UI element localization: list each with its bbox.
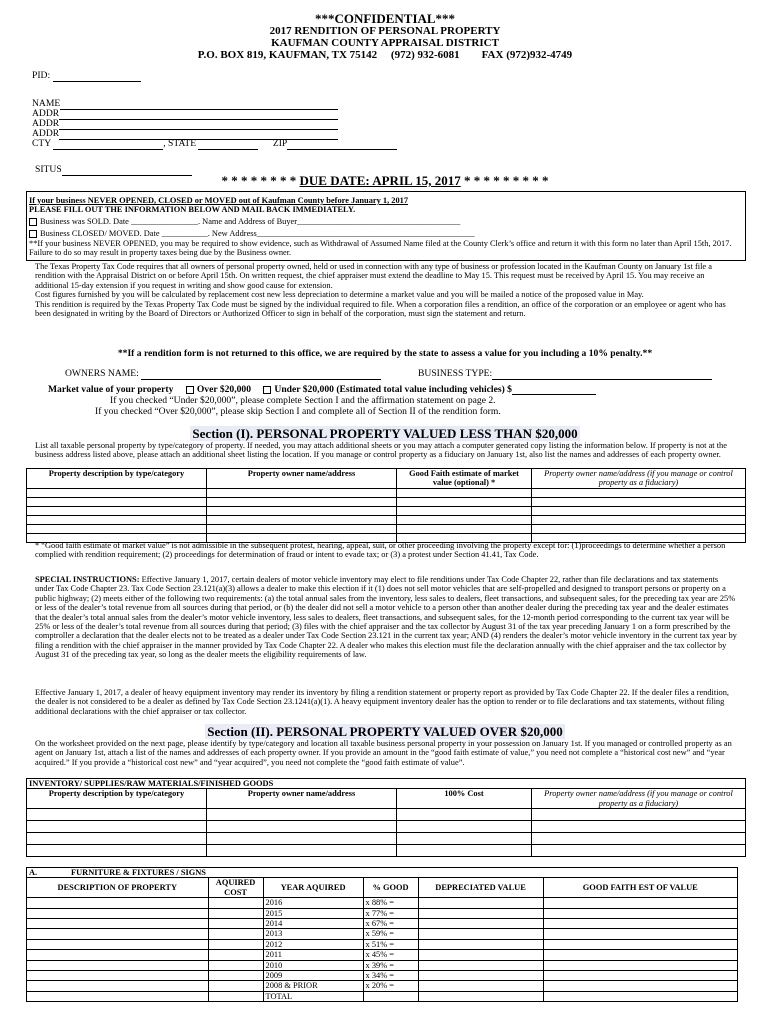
district-name: KAUFMAN COUNTY APPRAISAL DISTRICT (271, 37, 499, 49)
state-label: , STATE (163, 138, 197, 149)
inv-cell[interactable] (207, 845, 397, 857)
ff-goodfaith-cell[interactable] (543, 960, 737, 970)
ff-description-cell[interactable] (27, 991, 209, 1001)
ff-col-year: YEAR AQUIRED (263, 878, 363, 898)
closed-text: Business CLOSED/ MOVED. Date ___________. New Address____________________________________________________ (40, 229, 475, 238)
ff-cost-cell[interactable] (208, 939, 263, 949)
ff-goodfaith-cell[interactable] (543, 971, 737, 981)
s1-cell[interactable] (397, 525, 532, 534)
ff-depreciated-cell[interactable] (418, 898, 543, 908)
intro-paragraph-2: Cost figures furnished by you will be calculated by replacement cost new less depreciation to determine a market value and you will be mailed a notice of the proposed value in May. (35, 290, 644, 300)
ff-description-cell[interactable] (27, 908, 209, 918)
s1-cell[interactable] (27, 489, 207, 498)
ff-cost-cell[interactable] (208, 991, 263, 1001)
inv-cell[interactable] (532, 845, 746, 857)
inv-col-fiduciary: Property owner name/address (if you manage or control property as a fiduciary) (532, 789, 746, 809)
ff-cost-cell[interactable] (208, 919, 263, 929)
closed-row (29, 229, 475, 238)
addr-label: ADDR (32, 118, 60, 129)
s1-col-owner: Property owner name/address (207, 469, 397, 489)
furniture-row (27, 939, 738, 949)
ff-description-cell[interactable] (27, 898, 209, 908)
addr-row-2 (32, 119, 338, 130)
city-state-zip-row (32, 139, 397, 150)
ff-col-description: DESCRIPTION OF PROPERTY (27, 878, 209, 898)
city-label: CTY (32, 138, 51, 149)
ff-goodfaith-cell[interactable] (543, 981, 737, 991)
inv-cell[interactable] (532, 833, 746, 845)
ff-pct-cell: x 67% = (363, 919, 418, 929)
inventory-table (26, 778, 746, 857)
ff-goodfaith-cell[interactable] (543, 939, 737, 949)
furniture-row (27, 981, 738, 991)
form-title: 2017 RENDITION OF PERSONAL PROPERTY (269, 25, 501, 37)
section1-title: Section (I). PERSONAL PROPERTY VALUED LESS THAN $20,000 (192, 426, 578, 441)
over-20000-label: Over $20,000 (196, 384, 252, 395)
ff-cost-cell[interactable] (208, 908, 263, 918)
inv-cell[interactable] (27, 845, 207, 857)
confidential-label: ***CONFIDENTIAL*** (314, 11, 456, 26)
addr-label: ADDR (32, 128, 60, 139)
ff-pct-cell: x 20% = (363, 981, 418, 991)
special-instructions-label: SPECIAL INSTRUCTIONS: (35, 575, 140, 584)
ff-depreciated-cell[interactable] (418, 971, 543, 981)
district-address: P.O. BOX 819, KAUFMAN, TX 75142 (972) 932-6081 FAX (972)932-4749 (197, 49, 573, 61)
furniture-title: FURNITURE & FIXTURES / SIGNS (59, 868, 738, 878)
due-stars-left: * * * * * * * * (221, 173, 300, 188)
ff-cost-cell[interactable] (208, 960, 263, 970)
state-field[interactable] (198, 140, 258, 150)
market-value-row (48, 384, 596, 395)
furniture-row (27, 898, 738, 908)
under-20000-checkbox[interactable] (263, 386, 271, 394)
penalty-notice: **If a rendition form is not returned to this office, we are required by the state to assess a value for you including a 10% penalty.** (117, 348, 653, 359)
city-field[interactable] (53, 140, 163, 150)
furniture-row (27, 919, 738, 929)
ff-cost-cell[interactable] (208, 950, 263, 960)
furniture-row (27, 971, 738, 981)
section1-description: List all taxable personal property by type/category of property. If needed, you may attach additional sheets or you may attach a computer generated copy listing the information below. If property is not at the business address listed above, please attach an additional sheet listing the location. If you manage or control property as a fiduciary on January 1st, also list the names and addresses of each property owner. (35, 441, 727, 460)
ff-goodfaith-cell[interactable] (543, 908, 737, 918)
s1-cell[interactable] (207, 498, 397, 507)
inv-cell[interactable] (397, 809, 532, 821)
furniture-row (27, 960, 738, 970)
furniture-row (27, 929, 738, 939)
goodfaith-footnote: * “Good faith estimate of market value” is not admissible in the subsequent protest, hearing, appeal, suit, or other proceeding involving the property except for: (1)proceedings to determine whether a person complied with rendition requirement; (2) proceedings for determination of fraud or intent to evade tax; or (3) a protest under Section 41.41, Tax Code. (35, 541, 726, 560)
pid-row (32, 71, 141, 82)
ff-pct-cell: x 39% = (363, 960, 418, 970)
s1-col-description: Property description by type/category (27, 469, 207, 489)
s1-cell[interactable] (207, 516, 397, 525)
inv-cell[interactable] (397, 845, 532, 857)
ff-pct-cell: x 59% = (363, 929, 418, 939)
inv-cell[interactable] (207, 809, 397, 821)
under-20000-label: Under $20,000 (Estimated total value including vehicles) $ (274, 384, 512, 395)
inv-cell[interactable] (27, 833, 207, 845)
ff-cost-cell[interactable] (208, 981, 263, 991)
furniture-table (26, 867, 738, 1002)
section2-description: On the worksheet provided on the next page, please identify by type/category and location all taxable business personal property in your possession on January 1st. If you managed or controlled property as an agent on January 1st, attach a list of the names and addresses of each property owner. If you provide an amount in the “good faith estimate of value,” you need not complete a “historical cost new” and “year acquired.” If you provide a “historical cost new” and “year acquired”, you need not complete the “good faith estimate of value”. (35, 739, 732, 767)
ff-depreciated-cell[interactable] (418, 939, 543, 949)
s1-cell[interactable] (397, 507, 532, 516)
intro-paragraph-1: The Texas Property Tax Code requires that all owners of personal property owned, held or used in connection with any type of business or profession located in the Kaufman County on January 1st file a rendition with the Appraisal District on or before April 15th. On written request, the chief appraiser must extend the deadline to May 15. This request must be received by April 15. You may receive an additional 15-day extension if you request in writing and show good cause for extension. (35, 262, 712, 290)
closed-checkbox[interactable] (29, 230, 37, 238)
pid-field[interactable] (53, 72, 141, 82)
ff-year-cell: TOTAL (263, 991, 363, 1001)
inv-col-description: Property description by type/category (27, 789, 207, 809)
ff-goodfaith-cell[interactable] (543, 991, 737, 1001)
s1-cell[interactable] (207, 507, 397, 516)
ff-pct-cell: x 88% = (363, 898, 418, 908)
s1-cell[interactable] (532, 489, 746, 498)
sold-row (29, 217, 460, 226)
ff-col-cost: AQUIRED COST (208, 878, 263, 898)
ff-description-cell[interactable] (27, 960, 209, 970)
s1-cell[interactable] (532, 507, 746, 516)
business-type-field[interactable] (492, 370, 712, 380)
over-20000-checkbox[interactable] (186, 386, 194, 394)
zip-field[interactable] (287, 140, 397, 150)
inv-cell[interactable] (397, 833, 532, 845)
ff-description-cell[interactable] (27, 939, 209, 949)
ff-goodfaith-cell[interactable] (543, 950, 737, 960)
inv-cell[interactable] (532, 821, 746, 833)
ff-pct-cell: x 77% = (363, 908, 418, 918)
ff-year-cell: 2013 (263, 929, 363, 939)
inv-col-owner: Property owner name/address (207, 789, 397, 809)
furniture-row (27, 908, 738, 918)
s1-cell[interactable] (27, 525, 207, 534)
s1-cell[interactable] (27, 516, 207, 525)
ff-year-cell: 2014 (263, 919, 363, 929)
ff-year-cell: 2012 (263, 939, 363, 949)
special-instructions (35, 575, 737, 660)
s1-cell[interactable] (27, 498, 207, 507)
ff-year-cell: 2010 (263, 960, 363, 970)
ff-cost-cell[interactable] (208, 971, 263, 981)
inv-cell[interactable] (27, 821, 207, 833)
furniture-row (27, 950, 738, 960)
special-instructions-text: Effective January 1, 2017, certain dealers of motor vehicle inventory may elect to file renditions under Tax Code Chapter 22, rather than file declarations and tax statements under Tax Code Chapter 23. Tax Code Section 23.121(a)(3) allows a dealer to make this election if it (1) does not sell motor vehicles that are self-propelled and designed to transport persons or property on a public highway; (2) meets either of the following two requirements: (a) the total annual sales from the inventory, less sales to dealers, fleet transactions, and subsequent sales, for the preceding tax year are 25% or less of the dealer’s total revenue from all sources during that period, or (b) the dealer did not sell a motor vehicle to a person other than another dealer during the preceding tax year and the dealer estimates that the dealer’s total annual sales from the dealer’s motor vehicle inventory, less sales to dealers, fleet transactions, and subsequent sales, for the 12-month period corresponding to the current tax year will be 25% or less of the dealer’s total revenue from all sources during that period; (3) files with the chief appraiser and the tax collector by August 31 of the tax year preceding January 1 on a form prescribed by the comptroller a declaration that the dealer elects not to be treated as a dealer under Tax Code Section 23.121 in the current tax year; AND (4) renders the dealer’s motor vehicle inventory in the current tax year by filing a rendition with the chief appraiser in the manner provided by Tax Code Chapter 22. A dealer who makes this election must file the declaration annually with the chief appraiser and the tax collector by August 31 of the preceding tax year, so long as the dealer meets the eligibility requirements of law. (35, 575, 737, 660)
owners-name-row (65, 369, 381, 380)
notice-line1: If your business NEVER OPENED, CLOSED or MOVED out of Kaufman County before January 1, 2017 (29, 196, 409, 205)
s1-cell[interactable] (532, 516, 746, 525)
due-stars-right: * * * * * * * * * (460, 173, 549, 188)
section1-table (26, 468, 746, 543)
ff-col-depreciated: DEPRECIATED VALUE (418, 878, 543, 898)
s1-cell[interactable] (207, 525, 397, 534)
ff-cost-cell[interactable] (208, 898, 263, 908)
inv-cell[interactable] (532, 809, 746, 821)
zip-label: ZIP (272, 138, 288, 149)
pid-label: PID: (32, 70, 51, 81)
ff-year-cell: 2009 (263, 971, 363, 981)
closed-business-box (26, 191, 746, 261)
ff-depreciated-cell[interactable] (418, 919, 543, 929)
ff-description-cell[interactable] (27, 981, 209, 991)
ff-description-cell[interactable] (27, 929, 209, 939)
ff-pct-cell (363, 991, 418, 1001)
name-label: NAME (32, 98, 61, 109)
owners-name-field[interactable] (141, 370, 381, 380)
ff-year-cell: 2011 (263, 950, 363, 960)
ff-pct-cell: x 51% = (363, 939, 418, 949)
ff-goodfaith-cell[interactable] (543, 898, 737, 908)
sold-checkbox[interactable] (29, 218, 37, 226)
due-date-text: DUE DATE: APRIL 15, 2017 (299, 173, 461, 188)
s1-col-fiduciary: Property owner name/address (if you manage or control property as a fiduciary) (532, 469, 746, 489)
section2-title: Section (II). PERSONAL PROPERTY VALUED OVER $20,000 (207, 724, 563, 739)
intro-paragraph-3: This rendition is required by the Texas Property Tax Code must be signed by the individual required to file. When a corporation files a rendition, an office of the corporation or an employee or agent who has been designated in writing by the Board of Directors or Authorized Officer to sign in behalf of the corporation, must sign the statement and return. (35, 299, 726, 319)
ff-depreciated-cell[interactable] (418, 908, 543, 918)
due-date-banner (0, 173, 770, 189)
inv-cell[interactable] (27, 809, 207, 821)
ff-depreciated-cell[interactable] (418, 981, 543, 991)
intro-text (35, 262, 740, 318)
inv-cell[interactable] (207, 833, 397, 845)
business-type-row (418, 369, 712, 380)
s1-cell[interactable] (397, 489, 532, 498)
ff-description-cell[interactable] (27, 919, 209, 929)
ff-cost-cell[interactable] (208, 929, 263, 939)
ff-pct-cell: x 45% = (363, 950, 418, 960)
furniture-letter: A. (27, 868, 60, 878)
if-under-text: If you checked “Under $20,000”, please complete Section I and the affirmation statement on page 2. (110, 395, 496, 406)
ff-col-pct: % GOOD (363, 878, 418, 898)
owners-name-label: OWNERS NAME: (65, 368, 139, 379)
if-over-text: If you checked “Over $20,000”, please skip Section I and complete all of Section II of the rendition form. (95, 406, 501, 417)
ff-depreciated-cell[interactable] (418, 950, 543, 960)
ff-year-cell: 2015 (263, 908, 363, 918)
inv-col-cost: 100% Cost (397, 789, 532, 809)
estimated-value-field[interactable] (512, 385, 596, 395)
market-value-label: Market value of your property (48, 384, 174, 395)
s1-cell[interactable] (27, 507, 207, 516)
never-opened-text: **If your business NEVER OPENED, you may be required to show evidence, such as Withdrawal of Assumed Name filed at the County Clerk’s office and return it with this form no later than April 15th, 2017. Failure to do so may result in property taxes being due by the Business owner. (29, 239, 732, 258)
ff-pct-cell: x 34% = (363, 971, 418, 981)
ff-year-cell: 2016 (263, 898, 363, 908)
ff-goodfaith-cell[interactable] (543, 919, 737, 929)
inv-cell[interactable] (397, 821, 532, 833)
heavy-equipment-text: Effective January 1, 2017, a dealer of heavy equipment inventory may render its inventory by filing a rendition statement or property report as provided by Tax Code Chapter 22. If the dealer files a rendition, the dealer is not considered to be a dealer as defined by Tax Code Section 23.1241(a)(1). A heavy equipment inventory dealer has the option to render or to file declarations and tax statements, without filing additional declarations with the chief appraiser or tax collector. (35, 688, 730, 716)
inventory-title: INVENTORY/ SUPPLIES/RAW MATERIALS/FINISHED GOODS (27, 779, 746, 789)
s1-cell[interactable] (532, 498, 746, 507)
business-type-label: BUSINESS TYPE: (418, 368, 493, 379)
inv-cell[interactable] (207, 821, 397, 833)
s1-col-goodfaith: Good Faith estimate of market value (optional) * (397, 469, 532, 489)
ff-goodfaith-cell[interactable] (543, 929, 737, 939)
s1-cell[interactable] (207, 489, 397, 498)
ff-description-cell[interactable] (27, 950, 209, 960)
ff-depreciated-cell[interactable] (418, 960, 543, 970)
ff-year-cell: 2008 & PRIOR (263, 981, 363, 991)
ff-depreciated-cell[interactable] (418, 991, 543, 1001)
sold-text: Business was SOLD. Date ________________. Name and Address of Buyer_______________________________________ (40, 217, 461, 226)
ff-description-cell[interactable] (27, 971, 209, 981)
s1-cell[interactable] (397, 498, 532, 507)
ff-depreciated-cell[interactable] (418, 929, 543, 939)
furniture-rows (27, 898, 738, 1002)
furniture-row (27, 991, 738, 1001)
addr-row-1 (32, 109, 338, 120)
s1-cell[interactable] (532, 525, 746, 534)
ff-col-goodfaith: GOOD FAITH EST OF VALUE (543, 878, 737, 898)
situs-label: SITUS (35, 164, 62, 175)
s1-cell[interactable] (397, 516, 532, 525)
name-row (32, 99, 338, 110)
notice-line2: PLEASE FILL OUT THE INFORMATION BELOW AND MAIL BACK IMMEDIATELY. (29, 205, 356, 214)
addr-label: ADDR (32, 108, 60, 119)
